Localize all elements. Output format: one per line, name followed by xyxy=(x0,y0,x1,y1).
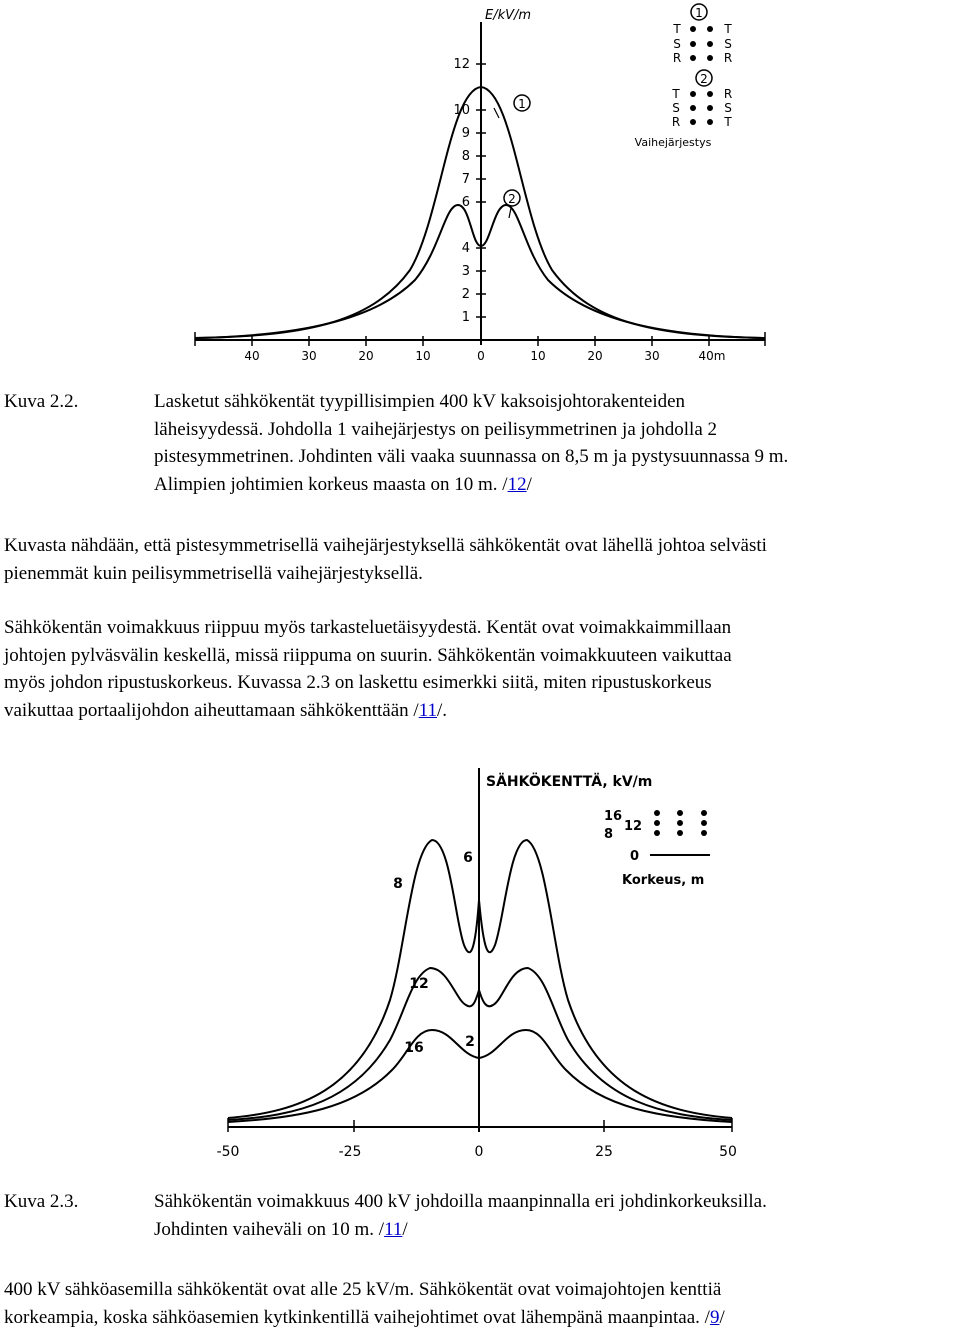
svg-text:R: R xyxy=(723,51,733,65)
figure-caption xyxy=(154,388,788,498)
y-tick-label: 12 xyxy=(453,57,470,72)
x-tick-label: 0 xyxy=(477,349,485,363)
curve-1-label: 1 xyxy=(518,97,526,111)
x-tick-label: 20 xyxy=(358,349,374,363)
body-paragraph: Kuvasta nähdään, että pistesymmetrisellä vaihejärjestyksellä sähkökentät ovat lähellä johtoa selvästi pienemmät kuin peilisymmetrisellä vaihejärjestyksellä. xyxy=(4,535,767,584)
x-tick-label: 50 xyxy=(719,1144,737,1160)
curve-label-12: 12 xyxy=(409,976,429,992)
curve-label-16: 16 xyxy=(404,1040,424,1056)
reference-link[interactable]: 11 xyxy=(384,1218,403,1240)
x-tick-label: 10 xyxy=(530,349,546,363)
svg-text:R: R xyxy=(671,115,681,129)
reference-link[interactable]: 11 xyxy=(418,699,437,721)
x-tick-label: 30 xyxy=(301,349,317,363)
svg-text:1: 1 xyxy=(695,6,703,20)
svg-text:R: R xyxy=(672,51,682,65)
figure-2-2-chart xyxy=(0,0,960,375)
reference-link[interactable]: 12 xyxy=(507,473,527,495)
svg-text:12: 12 xyxy=(624,819,643,834)
body-paragraph: 400 kV sähköasemilla sähkökentät ovat alle 25 kV/m. Sähkökentät ovat voimajohtojen kenttiä korkeampia, koska sähköasemien kytkinkentillä vaihejohtimet ovat lähempänä maanpintaa. /9/ xyxy=(4,1279,725,1328)
height-legend xyxy=(604,809,704,888)
y-tick-label: 9 xyxy=(461,126,470,141)
legend-title: Korkeus, m xyxy=(622,873,705,888)
figure-caption: Sähkökentän voimakkuus 400 kV johdoilla maanpinnalla eri johdinkorkeuksilla. Johdinten vaiheväli on 10 m. /11/ xyxy=(154,1191,767,1240)
x-tick-label: 40m xyxy=(698,349,726,363)
svg-text:S: S xyxy=(672,101,680,115)
y-axis-label: SÄHKÖKENTTÄ, kV/m xyxy=(486,774,653,790)
y-tick-label: 7 xyxy=(461,172,470,187)
legend-dots xyxy=(654,810,707,836)
x-tick-label: 25 xyxy=(595,1144,613,1160)
svg-text:0: 0 xyxy=(630,849,640,864)
x-tick-label: 10 xyxy=(415,349,431,363)
y-tick-label: 3 xyxy=(461,264,470,279)
x-tick-label: 0 xyxy=(474,1144,484,1160)
legend-title: Vaihejärjestys xyxy=(634,136,712,149)
body-paragraph: Sähkökentän voimakkuus riippuu myös tarkasteluetäisyydestä. Kentät ovat voimakkaimmillaan johtojen pylväsvälin keskellä, missä riippuma on suurin. Sähkökentän voimakkuuteen vaikuttaa myös johdon ripustuskorkeus. Kuvassa 2.3 on laskettu esimerkki siitä, miten ripustuskorkeus vaikuttaa portaalijohdon aiheuttamaan sähkökenttään /11/. xyxy=(4,617,732,721)
svg-text:T: T xyxy=(724,115,732,129)
caption-line: pistesymmetrinen. Johdinten väli vaaka suunnassa on 8,5 m ja pystysuunnassa 9 m. xyxy=(154,446,789,467)
svg-text:2: 2 xyxy=(700,72,708,86)
svg-text:T: T xyxy=(724,22,732,36)
x-tick-label: -25 xyxy=(338,1144,362,1160)
y-tick-label: 4 xyxy=(461,241,470,256)
caption-line: Lasketut sähkökentät tyypillisimpien 400 kV kaksoisjohtorakenteiden xyxy=(154,391,686,412)
reference-link[interactable]: 9 xyxy=(709,1306,720,1328)
y-tick-label: 2 xyxy=(461,287,470,302)
y-axis-label: E/kV/m xyxy=(485,8,532,23)
svg-text:S: S xyxy=(724,37,732,51)
curve-2-label: 2 xyxy=(508,192,516,206)
svg-text:T: T xyxy=(673,22,681,36)
caption-line: Alimpien johtimien korkeus maasta on 10 m. /12/ xyxy=(154,473,532,495)
x-tick-label: -50 xyxy=(216,1144,240,1160)
curve-label-6: 6 xyxy=(463,850,473,866)
figure-2-3-chart xyxy=(0,760,960,1180)
svg-text:T: T xyxy=(672,87,680,101)
figure-number: Kuva 2.2. xyxy=(4,391,79,412)
y-tick-label: 1 xyxy=(461,310,470,325)
y-tick-label: 10 xyxy=(453,103,470,118)
svg-text:8: 8 xyxy=(604,827,614,842)
caption-line: läheisyydessä. Johdolla 1 vaihejärjestys on peilisymmetrinen ja johdolla 2 xyxy=(154,418,718,440)
svg-text:R: R xyxy=(723,87,733,101)
y-tick-label: 8 xyxy=(461,149,470,164)
figure-number: Kuva 2.3. xyxy=(4,1191,79,1212)
y-tick-label: 6 xyxy=(461,195,470,210)
x-tick-label: 30 xyxy=(644,349,660,363)
svg-text:S: S xyxy=(724,101,732,115)
curve-label-2: 2 xyxy=(465,1034,475,1050)
curve-label-8: 8 xyxy=(393,876,403,892)
svg-text:S: S xyxy=(673,37,681,51)
svg-text:16: 16 xyxy=(604,809,623,824)
phase-order-legend xyxy=(635,6,733,149)
x-tick-label: 40 xyxy=(244,349,260,363)
x-tick-label: 20 xyxy=(587,349,603,363)
